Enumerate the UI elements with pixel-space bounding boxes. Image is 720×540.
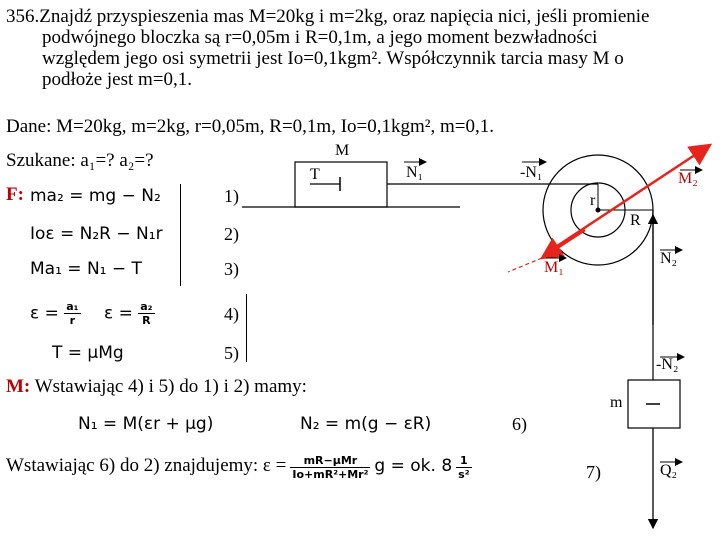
- equation-5: T = μMg: [52, 343, 124, 363]
- final-number: 7): [586, 462, 601, 482]
- equation-1: ma₂ = mg − N₂: [30, 186, 161, 206]
- label-R: R: [630, 212, 641, 229]
- wanted-data: Szukane: a₁=? a₂=?: [6, 150, 154, 171]
- given-data: Dane: M=20kg, m=2kg, r=0,05m, R=0,1m, Io=0,1kgm², m=0,1.: [6, 116, 494, 137]
- equation-1-number: 1): [224, 186, 239, 206]
- equation-4-number: 4): [224, 304, 239, 324]
- label-N1: N₁: [406, 164, 424, 181]
- label-minus-N1: -N₁: [520, 164, 543, 181]
- equation-2: Ioε = N₂R − N₁r: [30, 224, 163, 244]
- label-Q2: Q₂: [660, 462, 678, 479]
- final-value: g = ok. 8: [374, 456, 453, 477]
- fraction-numerator: 1: [456, 454, 471, 468]
- problem-line-2: podwójnego bloczka są r=0,05m i R=0,1m, a jego moment bezwładności: [42, 27, 598, 48]
- problem-number: 356.: [6, 6, 40, 27]
- label-N2: N₂: [660, 250, 678, 267]
- fraction-denominator: r: [69, 314, 76, 327]
- label-M: M: [335, 142, 350, 159]
- equation-3: Ma₁ = N₁ − T: [30, 259, 142, 279]
- moment-M1-dashed: [508, 258, 542, 272]
- equation-3-number: 3): [224, 259, 239, 279]
- final-text: Wstawiając 6) do 2) znajdujemy: ε =: [6, 455, 287, 477]
- label-r: r: [590, 192, 596, 209]
- problem-line-3: względem jego osi symetrii jest Io=0,1kgm². Współczynnik tarcia masy M o: [42, 48, 624, 69]
- physics-label: F:: [6, 184, 24, 205]
- fraction-denominator: s²: [458, 468, 470, 481]
- block-M: [295, 162, 387, 207]
- fraction-numerator: a₁: [66, 300, 79, 313]
- fraction-numerator: mR−μMr: [290, 454, 370, 468]
- fraction-denominator: Io+mR²+Mr²: [292, 468, 369, 481]
- equation-4a-lhs: ε =: [30, 303, 59, 324]
- problem-text-1: Znajdź przyspieszenia mas M=20kg i m=2kg, oraz napięcia nici, jeśli promienie: [39, 6, 650, 27]
- problem-line-4: podłoże jest m=0,1.: [42, 69, 193, 90]
- result-n2: N₂ = m(g − εR): [300, 414, 432, 434]
- equation-5-number: 5): [224, 343, 239, 363]
- label-M1: M₁: [544, 259, 564, 276]
- label-minus-N2: -N₂: [656, 356, 679, 373]
- fraction-denominator: R: [142, 314, 151, 327]
- equation-2-number: 2): [224, 224, 239, 244]
- math-text: Wstawiając 4) i 5) do 1) i 2) mamy:: [34, 376, 307, 397]
- label-m: m: [610, 394, 623, 411]
- result-6-number: 6): [512, 414, 527, 434]
- label-T: T: [310, 166, 320, 183]
- equation-4b-lhs: ε =: [104, 303, 133, 324]
- fraction-numerator: a₂: [140, 300, 153, 313]
- result-n1: N₁ = M(εr + μg): [78, 414, 214, 434]
- math-label: M:: [6, 376, 31, 397]
- label-M2: M₂: [678, 170, 698, 187]
